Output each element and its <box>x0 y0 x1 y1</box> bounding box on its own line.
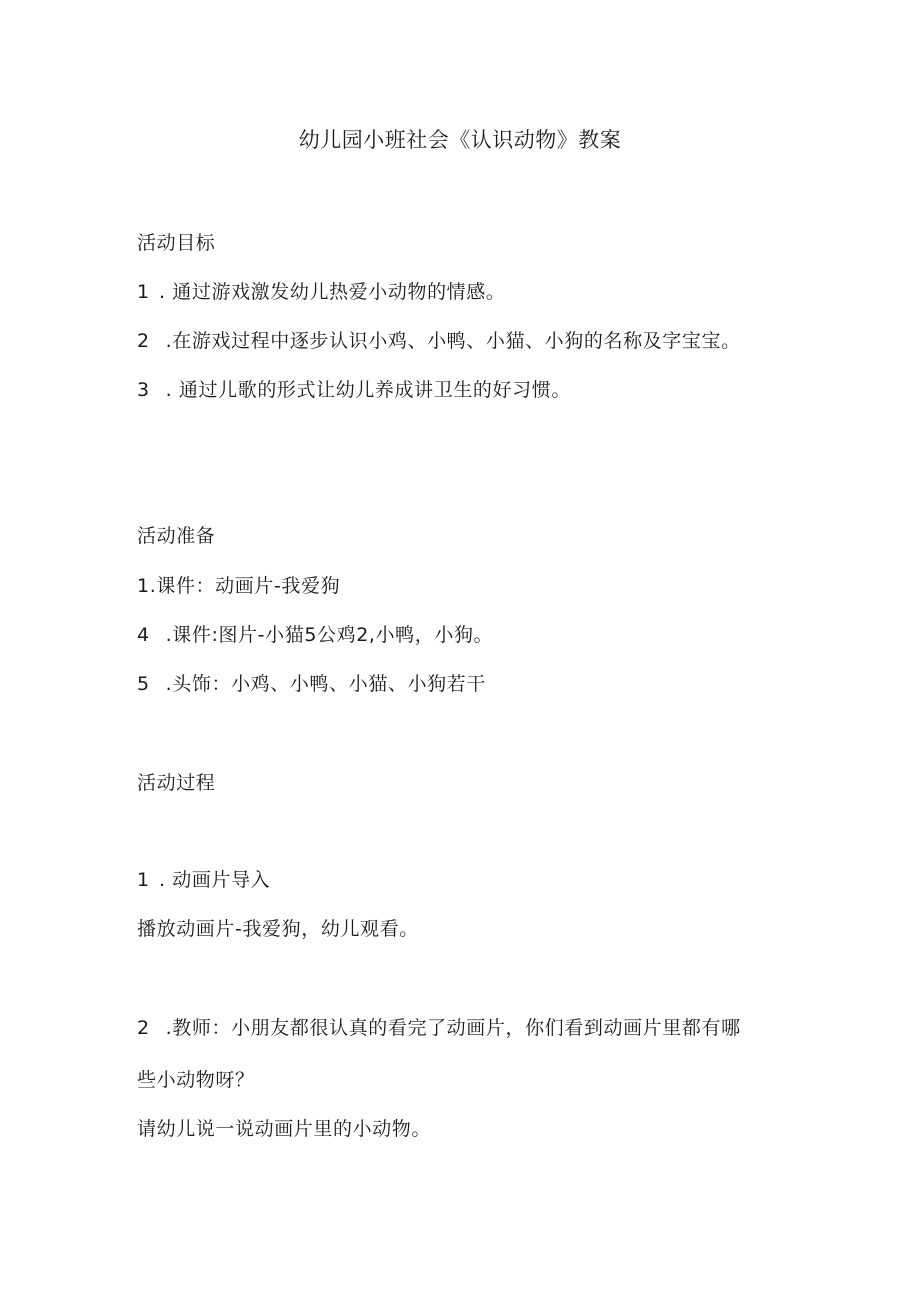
prep-item-2 <box>137 621 493 649</box>
prep-item-1-text: .课件：动画片-我爱狗 <box>149 575 341 597</box>
goal-item-3-number: 3 <box>137 379 150 401</box>
prep-item-3 <box>137 670 486 698</box>
process-step-2-line-1-text: .教师：小朋友都很认真的看完了动画片，你们看到动画片里都有哪 <box>159 1017 741 1039</box>
goal-item-2-text: .在游戏过程中逐步认识小鸡、小鸭、小猫、小狗的名称及字宝宝。 <box>159 330 741 352</box>
goal-item-3 <box>137 376 571 404</box>
process-step-1-title <box>137 866 270 894</box>
process-step-2-body: 请幼儿说一说动画片里的小动物。 <box>137 1118 432 1140</box>
goal-item-2 <box>137 327 741 355</box>
goal-item-1-text: . 通过游戏激发幼儿热爱小动物的情感。 <box>159 281 506 303</box>
goal-item-1 <box>137 278 505 306</box>
prep-item-3-number: 5 <box>137 673 150 695</box>
process-step-2-line-1 <box>137 1014 741 1042</box>
section-heading-goals: 活动目标 <box>137 232 216 254</box>
goal-item-2-number: 2 <box>137 330 150 352</box>
process-step-2-line-2: 些小动物呀？ <box>137 1069 255 1091</box>
document-title: 幼儿园小班社会《认识动物》教案 <box>298 128 622 152</box>
section-heading-preparation: 活动准备 <box>137 525 216 547</box>
process-step-1-number: 1 <box>137 869 150 891</box>
prep-item-2-text: .课件:图片-小猫5公鸡2,小鸭，小狗。 <box>159 624 494 646</box>
goal-item-1-number: 1 <box>137 281 150 303</box>
prep-item-3-text: .头饰：小鸡、小鸭、小猫、小狗若干 <box>159 673 486 695</box>
process-step-2-number: 2 <box>137 1017 150 1039</box>
prep-item-2-number: 4 <box>137 624 150 646</box>
prep-item-1-number: 1 <box>137 575 150 597</box>
prep-item-1 <box>137 572 340 600</box>
process-step-1-title-text: . 动画片导入 <box>159 869 271 891</box>
process-step-1-body: 播放动画片-我爱狗，幼儿观看。 <box>137 918 419 940</box>
section-heading-process: 活动过程 <box>137 772 216 794</box>
goal-item-3-text: . 通过儿歌的形式让幼儿养成讲卫生的好习惯。 <box>159 379 571 401</box>
